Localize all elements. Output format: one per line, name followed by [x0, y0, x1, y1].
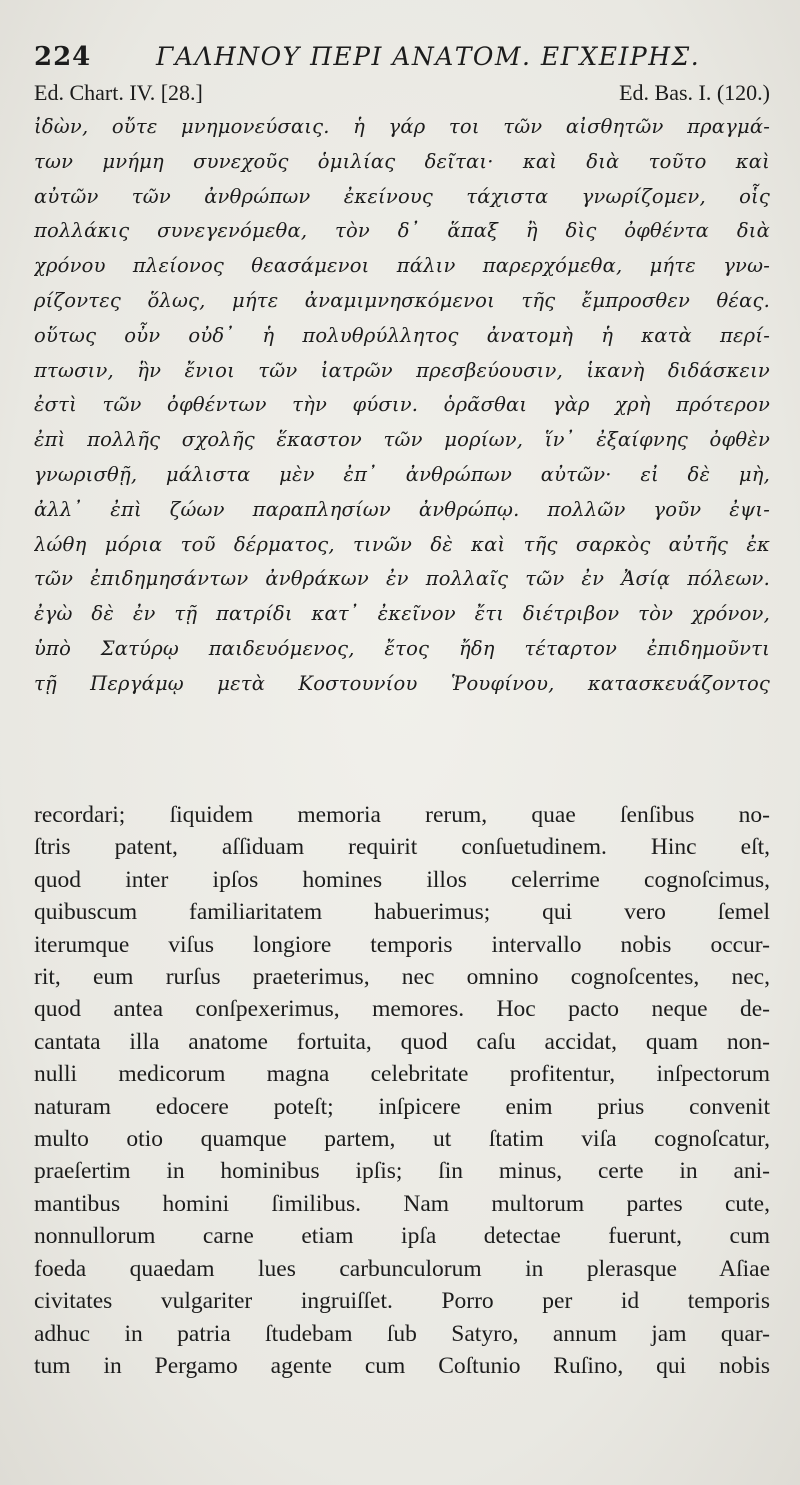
latin-line: quibuscum familiaritatem habuerimus; qui vero ſemel — [34, 899, 770, 926]
greek-line: χρόνου πλείονος θεασάμενοι πάλιν παρερχόμεθα, μήτε γνω- — [34, 254, 770, 278]
latin-line: iterumque viſus longiore temporis intervallo nobis occur- — [34, 931, 770, 958]
page-number: 224 — [34, 42, 92, 72]
greek-line: τῶν ἐπιδημησάντων ἀνθράκων ἐν πολλαῖς τῶν ἐν Ἀσίᾳ πόλεων. — [34, 567, 770, 591]
greek-text-block — [34, 110, 770, 702]
edition-reference-basel: Ed. Bas. I. (120.) — [619, 80, 770, 105]
latin-line: civitates vulgariter ingruiſſet. Porro per id temporis — [34, 1288, 770, 1315]
latin-line: foeda quaedam lues carbunculorum in plerasque Aſiae — [34, 1255, 770, 1282]
greek-line: τῇ Περγάμῳ μετὰ Κοστουνίου Ῥουφίνου, κατασκευάζοντος — [34, 671, 770, 695]
greek-line: πτωσιν, ἣν ἔνιοι τῶν ἰατρῶν πρεσβεύουσιν, ἱκανὴ διδάσκειν — [34, 358, 770, 382]
greek-line: ἐγὼ δὲ ἐν τῇ πατρίδι κατ᾽ ἐκεῖνον ἔτι διέτριβον τὸν χρόνον, — [34, 602, 770, 626]
greek-line: ὑπὸ Σατύρῳ παιδευόμενος, ἔτος ἤδη τέταρτον ἐπιδημοῦντι — [34, 636, 770, 660]
page-header — [34, 34, 774, 74]
latin-line: ſtris patent, aſſiduam requirit conſuetudinem. Hinc eſt, — [34, 834, 770, 861]
latin-line: multo otio quamque partem, ut ſtatim viſa cognoſcatur, — [34, 1126, 770, 1153]
latin-line: rit, eum rurſus praeterimus, nec omnino cognoſcentes, nec, — [34, 964, 770, 991]
greek-line: γνωρισθῇ, μάλιστα μὲν ἐπ᾽ ἀνθρώπων αὐτῶν· εἰ δὲ μὴ, — [34, 462, 770, 486]
latin-line: nonnullorum carne etiam ipſa detectae fuerunt, cum — [34, 1223, 770, 1250]
running-title: ΓΑΛΗΝΟΥ ΠΕΡΙ ΑΝΑΤΟΜ. ΕΓΧΕΙΡΗΣ. — [156, 42, 701, 71]
latin-line: recordari; ſiquidem memoria rerum, quae ſenſibus no- — [34, 802, 770, 828]
latin-line: mantibus homini ſimilibus. Nam multorum partes cute, — [34, 1190, 770, 1217]
greek-line: ἐπὶ πολλῆς σχολῆς ἕκαστον τῶν μορίων, ἵν᾽ ἐξαίφνης ὀφθὲν — [34, 428, 770, 452]
latin-line: tum in Pergamo agente cum Coſtunio Ruſino, qui nobis — [34, 1352, 770, 1379]
greek-line: λώθη μόρια τοῦ δέρματος, τινῶν δὲ καὶ τῆς σαρκὸς αὐτῆς ἐκ — [34, 532, 770, 556]
greek-line: ἀλλ᾽ ἐπὶ ζώων παραπλησίων ἀνθρώπῳ. πολλῶν γοῦν ἐψι- — [34, 497, 770, 521]
edition-reference-chart: Ed. Chart. IV. [28.] — [34, 80, 203, 105]
latin-line: nulli medicorum magna celebritate profitentur, inſpectorum — [34, 1061, 770, 1088]
latin-text-block — [34, 799, 770, 1382]
greek-line: οὕτως οὖν οὐδ᾽ ἡ πολυθρύλλητος ἀνατομὴ ἡ κατὰ περί- — [34, 323, 770, 347]
latin-line: praeſertim in hominibus ipſis; ſin minus, certe in ani- — [34, 1158, 770, 1185]
latin-line: naturam edocere poteſt; inſpicere enim prius convenit — [34, 1093, 770, 1120]
latin-line: quod inter ipſos homines illos celerrime cognoſcimus, — [34, 866, 770, 893]
greek-line: ἐστὶ τῶν ὀφθέντων τὴν φύσιν. ὁρᾶσθαι γὰρ χρὴ πρότερον — [34, 393, 770, 417]
latin-line: quod antea conſpexerimus, memores. Hoc pacto neque de- — [34, 996, 770, 1023]
greek-line: πολλάκις συνεγενόμεθα, τὸν δ᾽ ἅπαξ ἢ δὶς ὀφθέντα διὰ — [34, 219, 770, 243]
greek-line: αὐτῶν τῶν ἀνθρώπων ἐκείνους τάχιστα γνωρίζομεν, οἷς — [34, 184, 770, 208]
greek-line: ρίζοντες ὅλως, μήτε ἀναμιμνησκόμενοι τῆς ἔμπροσθεν θέας. — [34, 288, 770, 312]
edition-references — [34, 80, 770, 110]
latin-line: cantata illa anatome fortuita, quod caſu accidat, quam non- — [34, 1028, 770, 1055]
greek-line: ἰδὼν, οὔτε μνημονεύσαις. ἡ γάρ τοι τῶν αἰσθητῶν πραγμά- — [34, 115, 770, 138]
latin-line: adhuc in patria ſtudebam ſub Satyro, annum jam quar- — [34, 1320, 770, 1347]
greek-line: των μνήμη συνεχοῦς ὁμιλίας δεῖται· καὶ διὰ τοῦτο καὶ — [34, 149, 770, 173]
